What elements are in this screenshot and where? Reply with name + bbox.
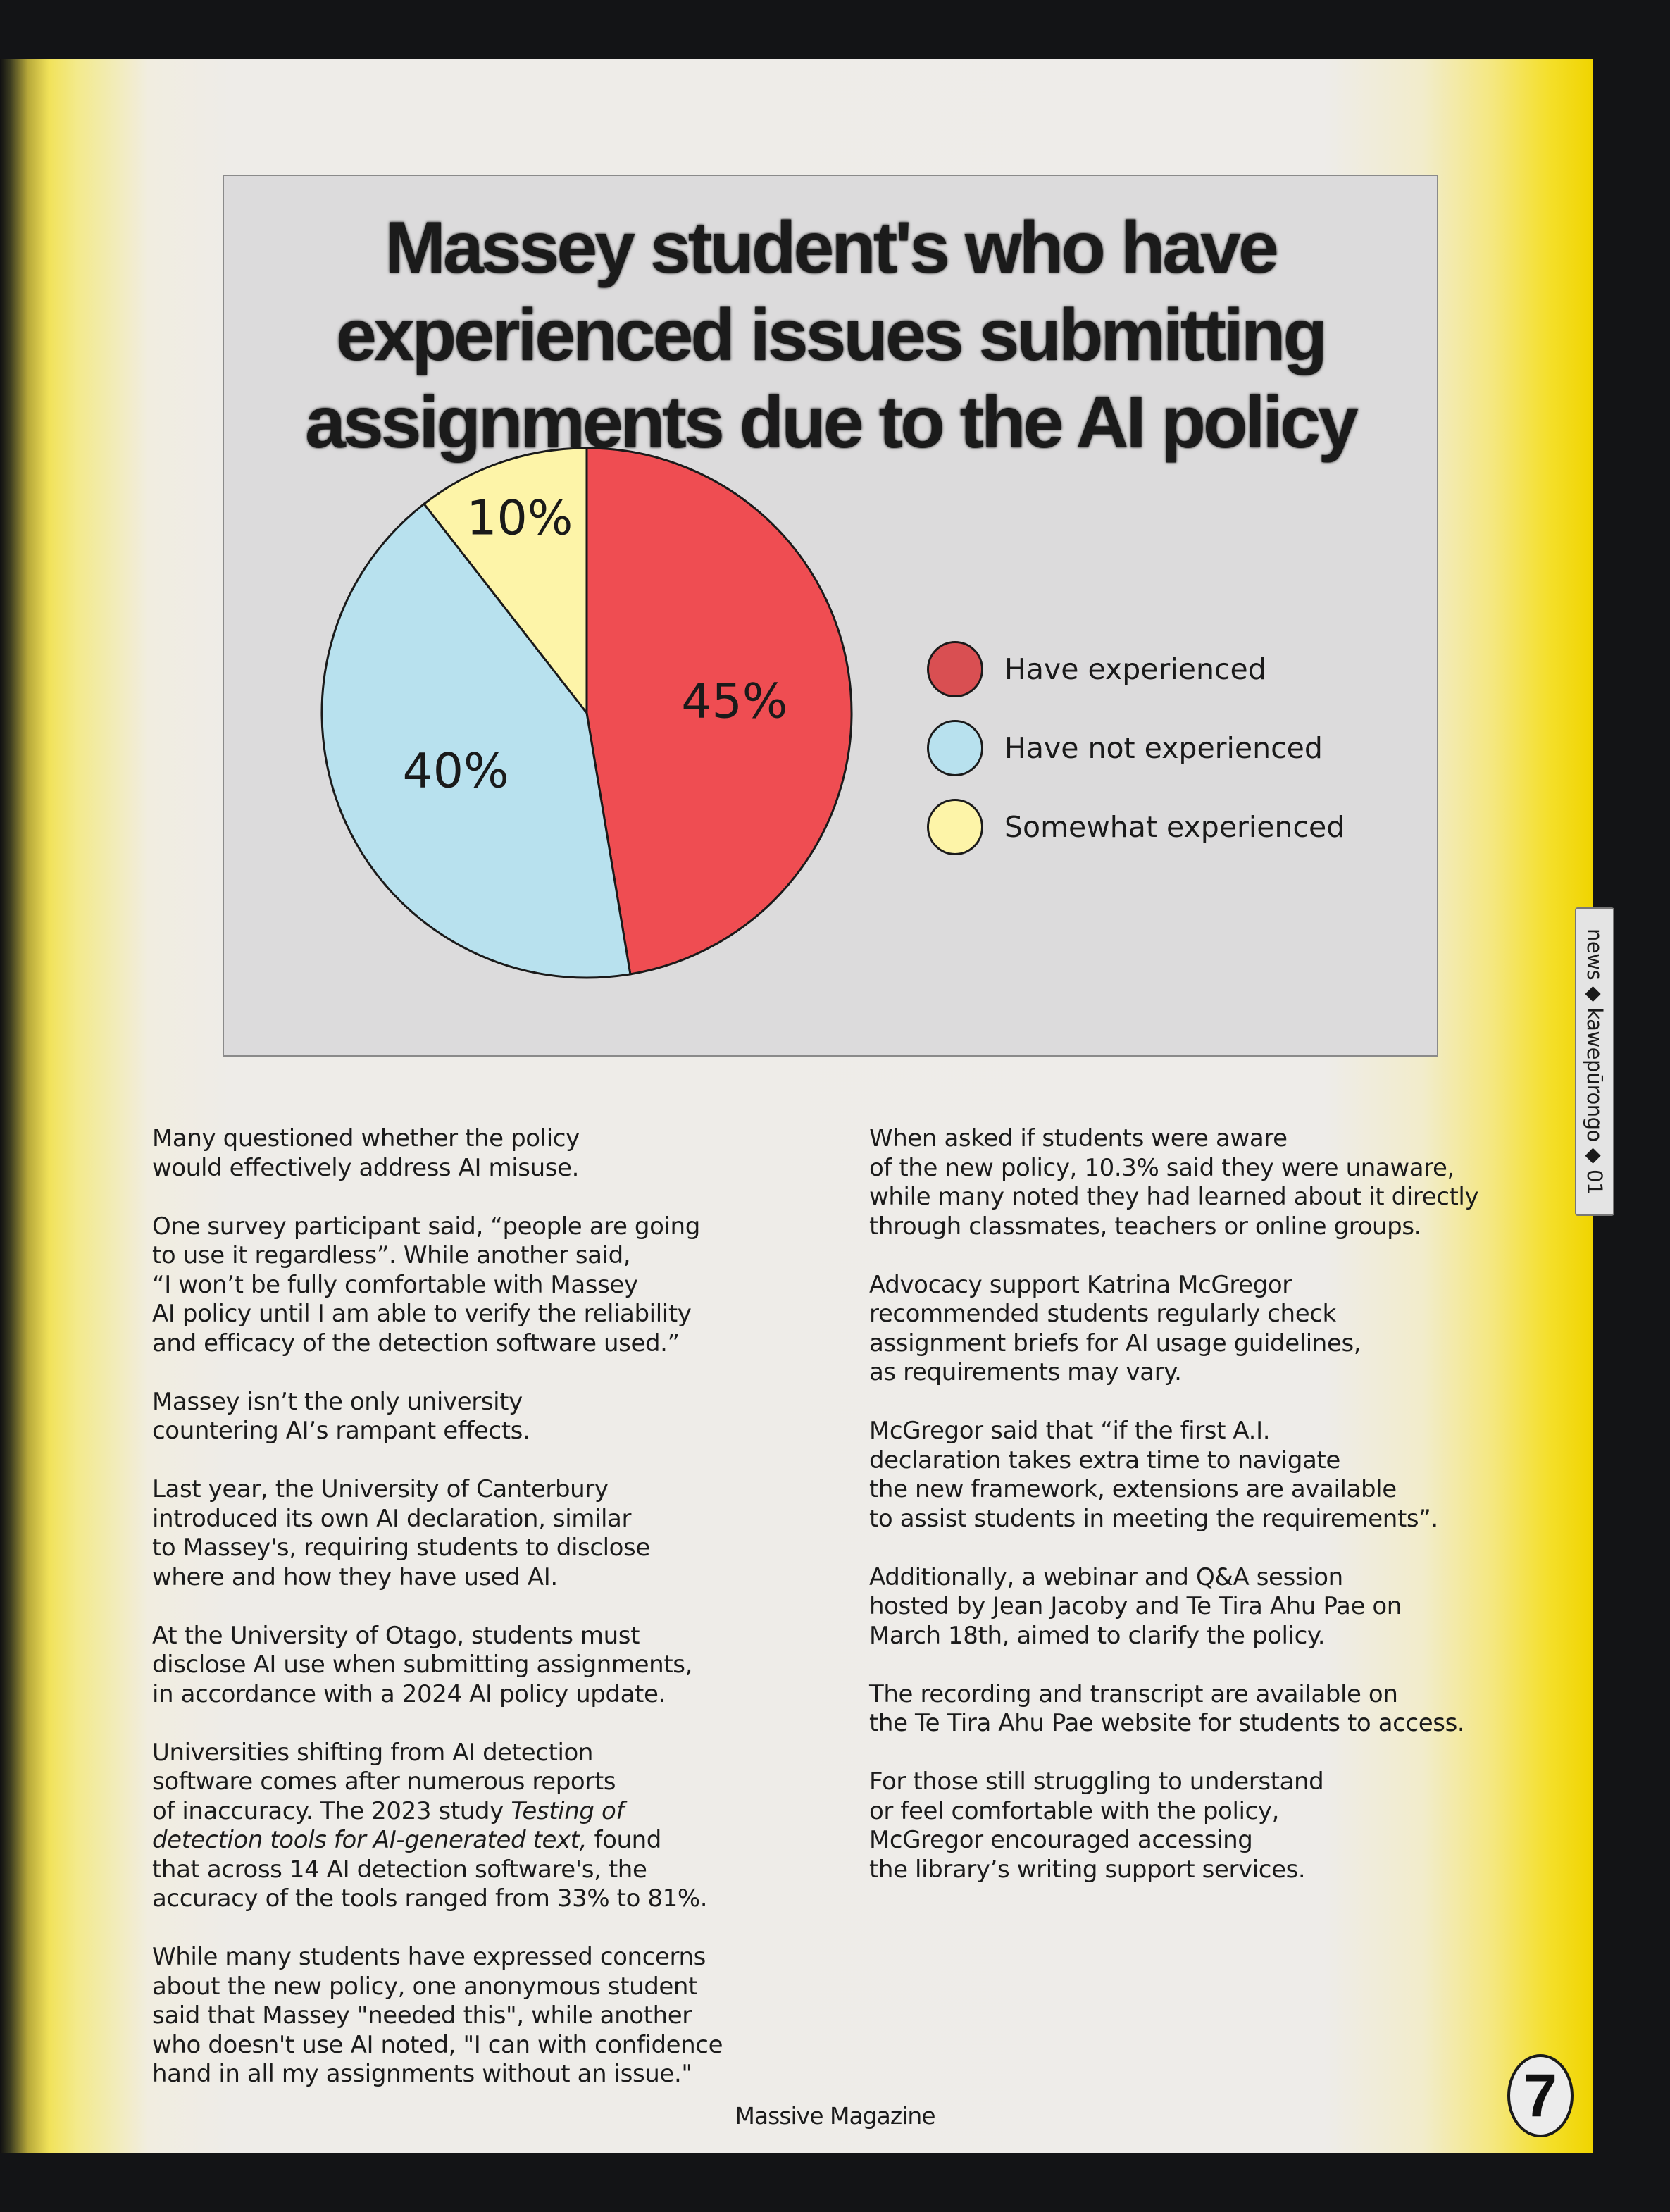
legend-label: Have not experienced bbox=[1004, 731, 1323, 765]
legend-item-have-experienced bbox=[927, 630, 1345, 709]
legend-swatch bbox=[927, 799, 983, 855]
article-paragraph: McGregor said that “if the first A.I. declaration takes extra time to navigate the new framework, extensions are available to assist students in meeting the requirements”. bbox=[869, 1417, 1438, 1533]
chart-title-line: experienced issues submitting bbox=[335, 294, 1326, 376]
legend-item-have-not-experienced bbox=[927, 709, 1345, 788]
magazine-page bbox=[0, 59, 1593, 2153]
legend-swatch bbox=[927, 641, 983, 697]
page-number: 7 bbox=[1507, 2054, 1574, 2137]
article-column-right bbox=[869, 1124, 1531, 1914]
article-paragraph: At the University of Otago, students must disclose AI use when submitting assignments, in accordance with a 2024 AI policy update. bbox=[152, 1621, 692, 1708]
article-column-left bbox=[152, 1124, 786, 2118]
article-paragraph: One survey participant said, “people are going to use it regardless”. While another said, “I won’t be fully comfortable with Massey AI policy until I am able to verify the reliability and efficacy of the detection software used.” bbox=[152, 1212, 700, 1357]
study-text-after: found that across 14 AI detection software's, the accuracy of the tools ranged from 33% to 81%. bbox=[152, 1826, 708, 1913]
study-title: Testing of detection tools for AI-generated text, bbox=[152, 1796, 624, 1854]
section-tab-label: news ◆ kawepūrongo ◆ 01 bbox=[1583, 928, 1607, 1195]
legend-swatch bbox=[927, 720, 983, 776]
legend-item-somewhat-experienced bbox=[927, 788, 1345, 866]
section-tab bbox=[1575, 907, 1614, 1216]
article-paragraph: Massey isn’t the only university countering AI’s rampant effects. bbox=[152, 1387, 530, 1445]
study-text-before: Universities shifting from AI detection software comes after numerous reports of inaccuracy. The 2023 study bbox=[152, 1738, 616, 1825]
article-paragraph: The recording and transcript are available on the Te Tira Ahu Pae website for students to access. bbox=[869, 1679, 1465, 1737]
footer-magazine-name: Massive Magazine bbox=[735, 2102, 935, 2130]
article-paragraph: Last year, the University of Canterbury introduced its own AI declaration, similar to Massey's, requiring students to disclose where and how they have used AI. bbox=[152, 1475, 650, 1591]
legend-label: Somewhat experienced bbox=[1004, 810, 1345, 844]
article-paragraph: Many questioned whether the policy would effectively address AI misuse. bbox=[152, 1124, 580, 1182]
article-paragraph: While many students have expressed concerns about the new policy, one anonymous student said that Massey "needed this", while another who doesn't use AI noted, "I can with confidence hand in all my assignments without an issue." bbox=[152, 1943, 723, 2088]
article-paragraph: Additionally, a webinar and Q&A session hosted by Jean Jacoby and Te Tira Ahu Pae on March 18th, aimed to clarify the policy. bbox=[869, 1562, 1402, 1650]
chart-title-line: assignments due to the AI policy bbox=[305, 382, 1356, 464]
chart-title-line: Massey student's who have bbox=[385, 207, 1276, 289]
slice-label-have-not-experienced: 40% bbox=[402, 743, 509, 800]
article-paragraph: When asked if students were aware of the new policy, 10.3% said they were unaware, while many noted they had learned about it directly through classmates, teachers or online groups. bbox=[869, 1124, 1479, 1241]
slice-label-somewhat-experienced: 10% bbox=[466, 490, 573, 547]
legend-label: Have experienced bbox=[1004, 652, 1266, 686]
article-paragraph: For those still struggling to understand or feel comfortable with the policy, McGregor encouraged accessing the library’s writing support services. bbox=[869, 1767, 1324, 1884]
chart-panel bbox=[223, 175, 1438, 1057]
article-paragraph-study bbox=[152, 1739, 786, 1914]
chart-legend bbox=[927, 630, 1345, 866]
article-paragraph: Advocacy support Katrina McGregor recommended students regularly check assignment briefs for AI usage guidelines, as requirements may vary. bbox=[869, 1270, 1361, 1386]
slice-label-have-experienced: 45% bbox=[681, 673, 788, 730]
pie-chart bbox=[224, 176, 1437, 1055]
